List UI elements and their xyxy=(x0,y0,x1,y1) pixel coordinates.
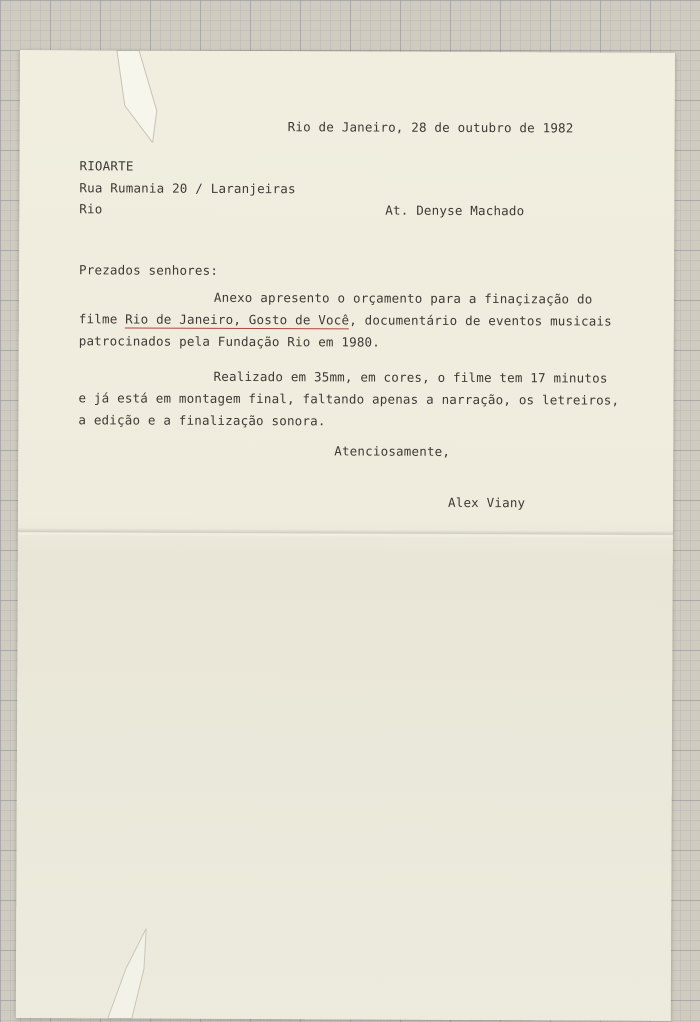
film-title: Rio de Janeiro, Gosto de Você xyxy=(125,311,350,328)
recipient-street: Rua Rumania 20 / Laranjeiras xyxy=(79,180,296,197)
crease-mark-top xyxy=(115,50,160,142)
paragraph1-suffix: , documentário de eventos musicais xyxy=(349,312,612,329)
recipient-org: RIOARTE xyxy=(79,158,134,174)
date-line: Rio de Janeiro, 28 de outubro de 1982 xyxy=(287,119,574,136)
letter-sheet xyxy=(16,50,675,1021)
paragraph2-line3: a edição e a finalização sonora. xyxy=(78,412,326,429)
crease-mark-bottom xyxy=(96,928,156,1018)
closing: Atenciosamente, xyxy=(334,443,451,459)
paragraph1-line1: Anexo apresento o orçamento para a finaçização do xyxy=(213,289,593,307)
recipient-attention: At. Denyse Machado xyxy=(385,202,525,219)
paragraph2-line2: e já está em montagem final, faltando apenas a narração, os letreiros, xyxy=(78,390,620,408)
signature: Alex Viany xyxy=(447,494,526,511)
recipient-city: Rio xyxy=(79,201,103,217)
salutation: Prezados senhores: xyxy=(79,262,219,278)
paragraph1-line2 xyxy=(79,313,612,328)
paragraph1-prefix: filme xyxy=(78,311,126,327)
paragraph2-line1: Realizado em 35mm, em cores, o filme tem 17 minutos xyxy=(213,368,608,386)
paper-fold-line xyxy=(18,528,673,539)
paragraph1-line3: patrocinados pela Fundação Rio em 1980. xyxy=(78,333,381,350)
